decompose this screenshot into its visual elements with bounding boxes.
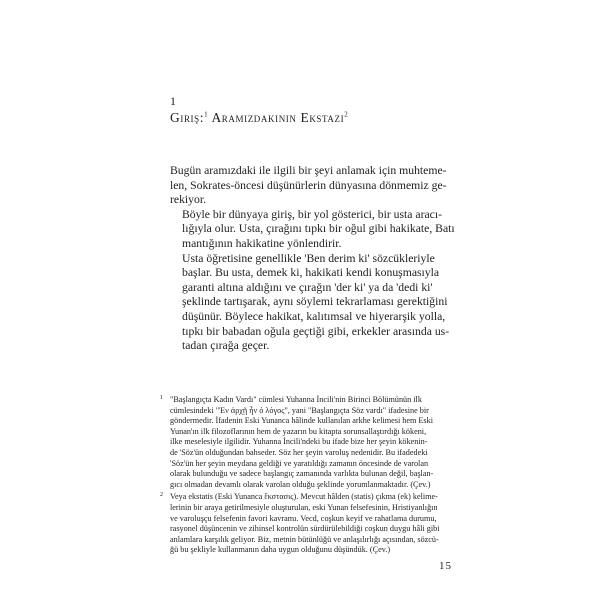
footnote-2: [160, 492, 460, 556]
chapter-title-prefix: Giriş:: [170, 110, 205, 125]
page-number: 15: [439, 560, 452, 572]
footnote-line: rasyonel düşüncenin ve zihinsel kontrolün sürdürülebildiği coşkun duygu hâli gibi: [170, 524, 440, 534]
text-line: garanti altına aldığını ve çırağın 'der ki' ya da 'dedi ki': [182, 280, 433, 294]
text-line: Böyle bir dünyaya giriş, bir yol gösterici, bir usta aracı-: [182, 207, 442, 221]
text-line: başlar. Bu usta, demek ki, hakikati kendi konuşmasıyla: [182, 266, 440, 280]
footnote-line: Veya ekstatis (Eski Yunanca ἔκστασις). Mevcut hâlden (statis) çıkma (ek) kelime-: [170, 492, 438, 502]
footnote-ref-2: 2: [344, 110, 349, 119]
footnote-line: olarak bulunduğu ve sadece başlangıç zamanında varlıkta bulunan değil, başlan-: [170, 469, 434, 479]
footnote-1: [160, 395, 460, 490]
footnote-line: gıcı olmadan devamlı olarak varolan olduğu şeklinde yorumlanmaktadır. (Çev.): [170, 479, 431, 489]
footnote-line: lerinin bir araya getirilmesiyle oluşturulan, eski Yunan felsefesinin, Hristiyanlığın: [170, 502, 438, 512]
footnote-line: ilke meselesiyle ilgilidir. Yuhanna İncili'ndeki bu ifade bize her şeyin kökenin-: [170, 437, 428, 447]
paragraph: [170, 164, 460, 208]
footnote-line: de 'Söz'ün olduğundan bahseder. Söz her şeyin varoluş nedenidir. Bu ifadedeki: [170, 447, 428, 457]
footnotes: [160, 395, 460, 558]
paragraph: [170, 208, 460, 252]
chapter-title-main: Aramızdakinin Ekstazı: [211, 110, 345, 125]
text-line: Usta öğretisine genellikle 'Ben derim ki' sözcükleriyle: [182, 251, 435, 265]
footnote-line: ğü bu şekliyle kullanmanın daha uygun olduğunu düşündük. (Çev.): [170, 545, 391, 555]
text-line: tıpkı bir babadan oğula geçtiği gibi, erkekler arasında us-: [182, 324, 450, 338]
text-line: lığıyla olur. Usta, çırağını tıpkı bir oğul gibi hakikate, Batı: [182, 222, 455, 236]
footnote-line: cümlesindeki "Ἐν ἀρχῇ ἦν ὁ λόγος", yani "Başlangıçta Söz vardı" ifadesine bir: [170, 405, 429, 415]
footnote-line: anlamlara karşılık geliyor. Biz, metnin bütünlüğü ve anlaşılırlığı açısından, sözcü-: [170, 534, 439, 544]
footnote-number: 2: [160, 492, 163, 499]
text-line: len, Sokrates-öncesi düşünürlerin dünyasına dönmemiz ge-: [170, 178, 447, 192]
text-line: rekiyor.: [170, 193, 207, 207]
text-line: düşünür. Böylece hakikat, kalıtımsal ve hiyerarşik yolla,: [182, 309, 446, 323]
chapter-number: 1: [170, 94, 177, 108]
footnote-number: 1: [160, 395, 163, 401]
text-line: mantığının hakikatine yönlendirir.: [182, 236, 342, 250]
text-line: Bugün aramızdaki ile ilgili bir şeyi anlamak için muhteme-: [170, 164, 447, 177]
footnote-line: 'Söz'ün her şeyin meydana geldiği ve yaratıldığı zamanın öncesinde de varolan: [170, 458, 429, 468]
text-line: şeklinde tartışarak, aynı söylemi tekrarlaması gerektiğini: [182, 295, 448, 309]
footnote-line: Yunan'ın ilk filozoflarının hem de yazarın bu kitapta sorunsallaştırdığı kökeni,: [170, 426, 427, 436]
body-text: [170, 164, 460, 354]
paragraph: [170, 252, 460, 354]
text-line: tadan çırağa geçer.: [182, 339, 270, 353]
chapter-title: [170, 110, 348, 126]
footnote-line: "Başlangıçta Kadın Vardı" cümlesi Yuhanna İncili'nin Birinci Bölümünün ilk: [170, 395, 422, 404]
footnote-line: göndermedir. İfadenin Eski Yunanca hâlinde kullanılan arkhe kelimesi hem Eski: [170, 416, 433, 426]
footnote-ref-1: 1: [204, 110, 209, 119]
footnote-line: ve varoluşçu felsefenin favori kavramı. Vecd, coşkun keyif ve rahatlama durumu,: [170, 513, 437, 523]
